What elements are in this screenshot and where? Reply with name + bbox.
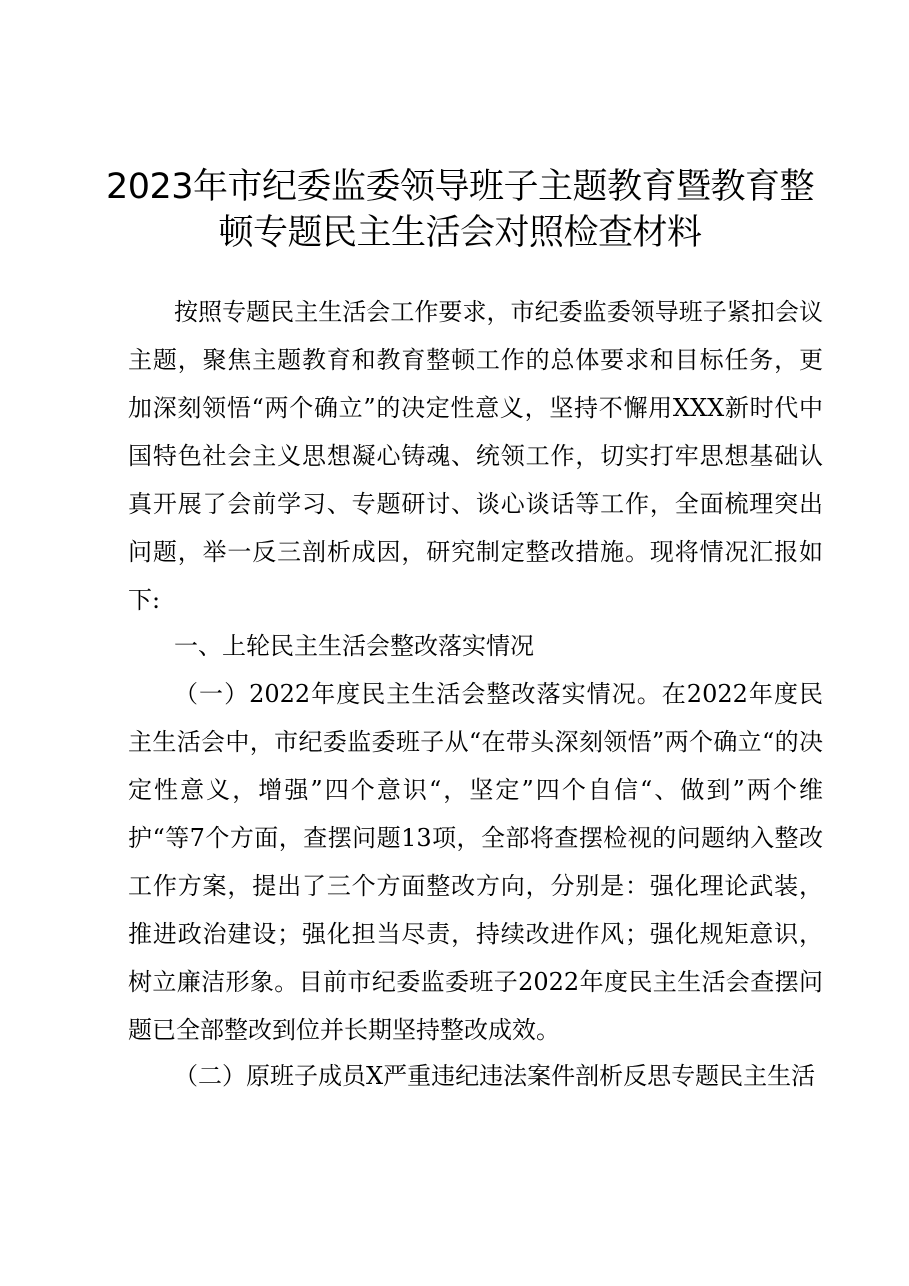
intro-paragraph: 按照专题民主生活会工作要求，市纪委监委领导班子紧扣会议主题，聚焦主题教育和教育整顿工作的总体要求和目标任务，更加深刻领悟“两个确立”的决定性意义，坚持不懈用XXX新时代中国特色社会主义思想凝心铸魂、统领工作，切实打牢思想基础认真开展了会前学习、专题研讨、谈心谈话等工作，全面梳理突出问题，举一反三剖析成因，研究制定整改措施。现将情况汇报如下: — [128, 298, 823, 614]
document-title-line2: 顿专题民主生活会对照检查材料 — [218, 213, 702, 253]
subsection-2-paragraph: （二）原班子成员X严重违纪违法案件剖析反思专题民主生活 — [174, 1062, 816, 1090]
section-heading-1: 一、上轮民主生活会整改落实情况 — [174, 632, 534, 660]
subsection-1-paragraph: （一）2022年度民主生活会整改落实情况。在2022年度民主生活会中，市纪委监委班子从“在带头深刻领悟”两个确立“的决定性意义，增强”四个意识“，坚定”四个自信“、做到”两个维护“等7个方面，查摆问题13项，全部将查摆检视的问题纳入整改工作方案，提出了三个方面整改方向，分别是：强化理论武装，推进政治建设；强化担当尽责，持续改进作风；强化规矩意识，树立廉洁形象。目前市纪委监委班子2022年度民主生活会查摆问题已全部整改到位并长期坚持整改成效。 — [128, 680, 823, 1044]
document-title-line1: 2023年市纪委监委领导班子主题教育暨教育整 — [105, 167, 815, 207]
